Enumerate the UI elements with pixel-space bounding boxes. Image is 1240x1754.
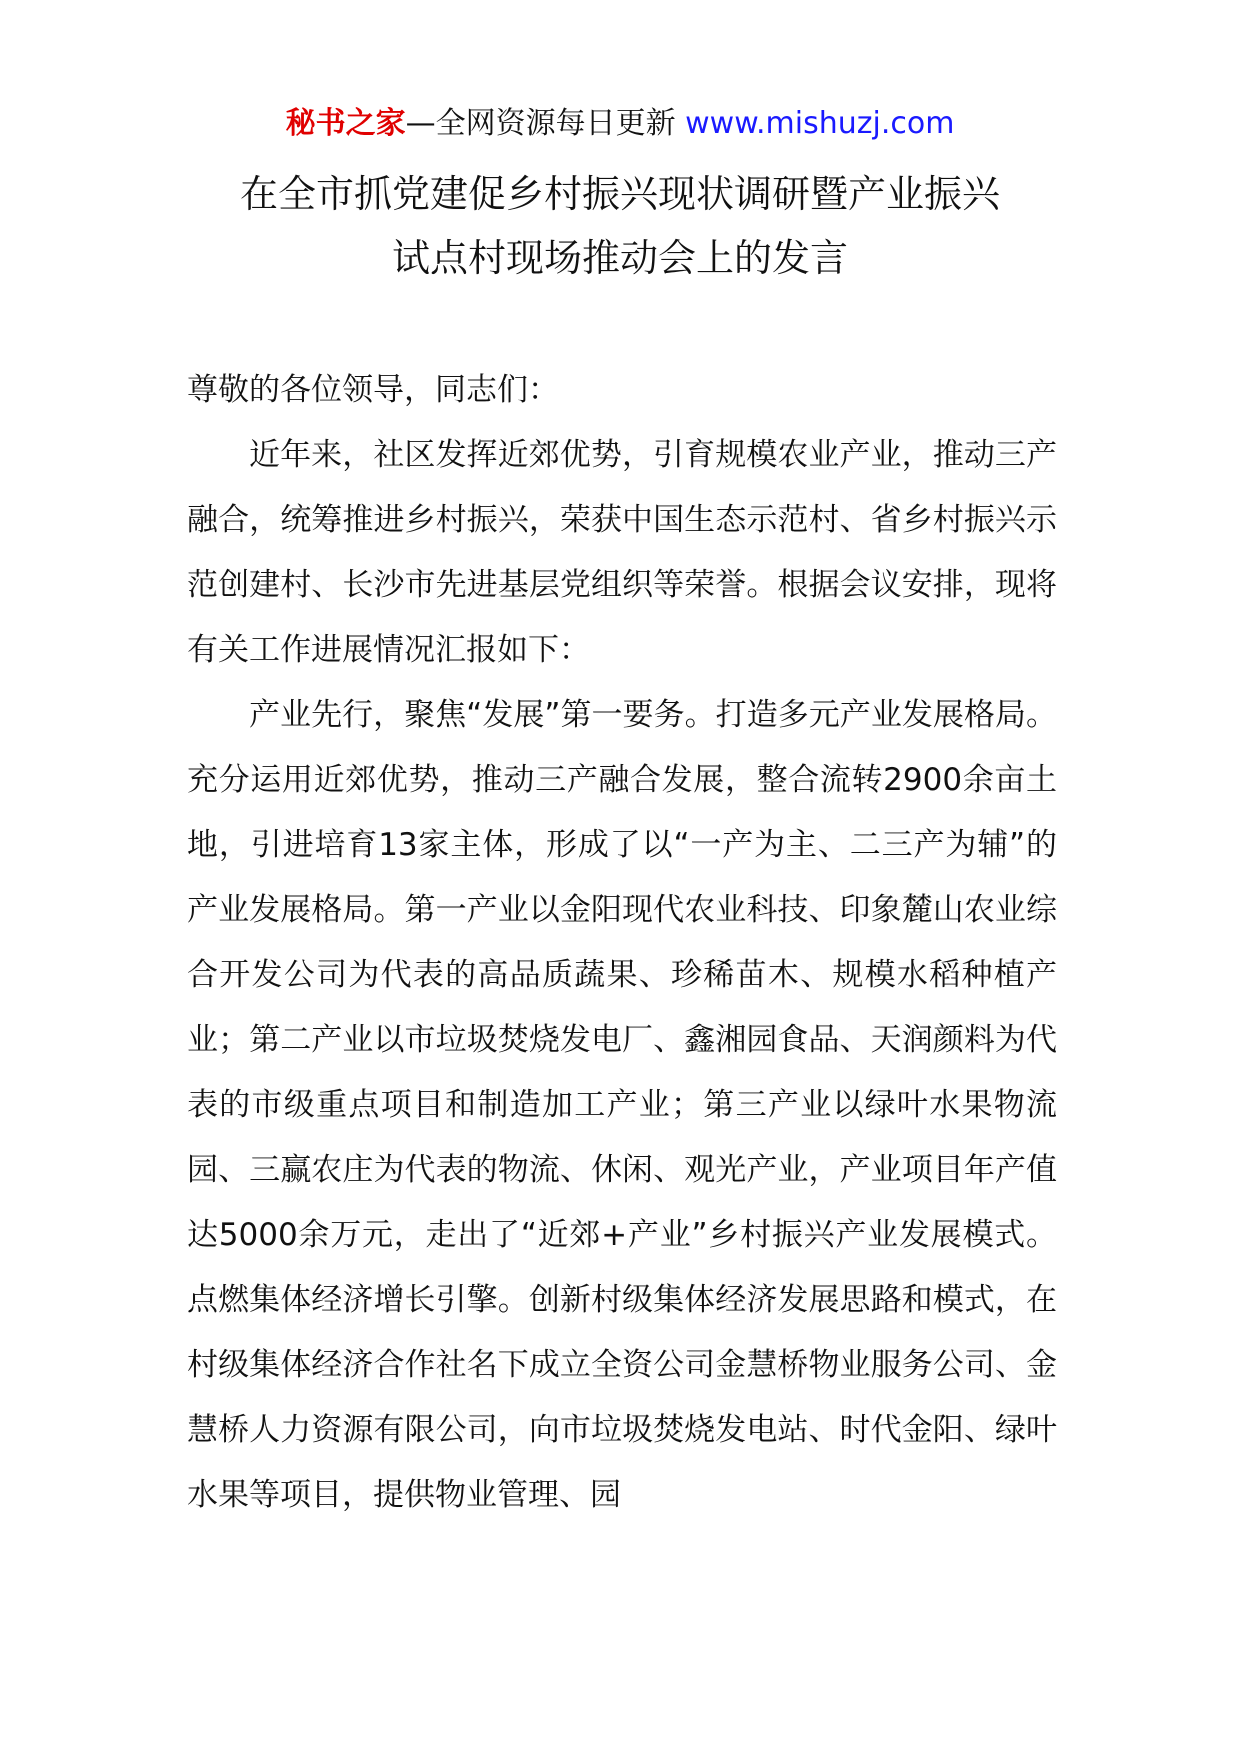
paragraph: 产业先行，聚焦“发展”第一要务。打造多元产业发展格局。充分运用近郊优势，推动三产融合发展，整合流转2900余亩土地，引进培育13家主体，形成了以“一产为主、二三产为辅”的产业发展格局。第一产业以金阳现代农业科技、印象麓山农业综合开发公司为代表的高品质蔬果、珍稀苗木、规模水稻种植产业；第二产业以市垃圾焚烧发电厂、鑫湘园食品、天润颜料为代表的市级重点项目和制造加工产业；第三产业以绿叶水果物流园、三赢农庄为代表的物流、休闲、观光产业，产业项目年产值达5000余万元，走出了“近郊+产业”乡村振兴产业发展模式。点燃集体经济增长引擎。创新村级集体经济发展思路和模式，在村级集体经济合作社名下成立全资公司金慧桥物业服务公司、金慧桥人力资源有限公司，向市垃圾焚烧发电站、时代金阳、绿叶水果等项目，提供物业管理、园 xyxy=(187,697,1057,1513)
paragraph: 近年来，社区发挥近郊优势，引育规模农业产业，推动三产融合，统筹推进乡村振兴，荣获中国生态示范村、省乡村振兴示范创建村、长沙市先进基层党组织等荣誉。根据会议安排，现将有关工作进展情况汇报如下： xyxy=(187,437,1057,668)
document-body xyxy=(187,358,1057,1528)
document-title xyxy=(80,162,1160,290)
brand-name: 秘书之家 xyxy=(285,106,406,141)
site-url-link[interactable]: www.mishuzj.com xyxy=(685,106,955,141)
title-line-2: 试点村现场推动会上的发言 xyxy=(391,236,848,280)
salutation: 尊敬的各位领导，同志们： xyxy=(187,372,559,408)
site-header xyxy=(0,100,1240,148)
title-line-1: 在全市抓党建促乡村振兴现状调研暨产业振兴 xyxy=(239,172,1000,216)
header-tagline: —全网资源每日更新 xyxy=(405,106,686,141)
